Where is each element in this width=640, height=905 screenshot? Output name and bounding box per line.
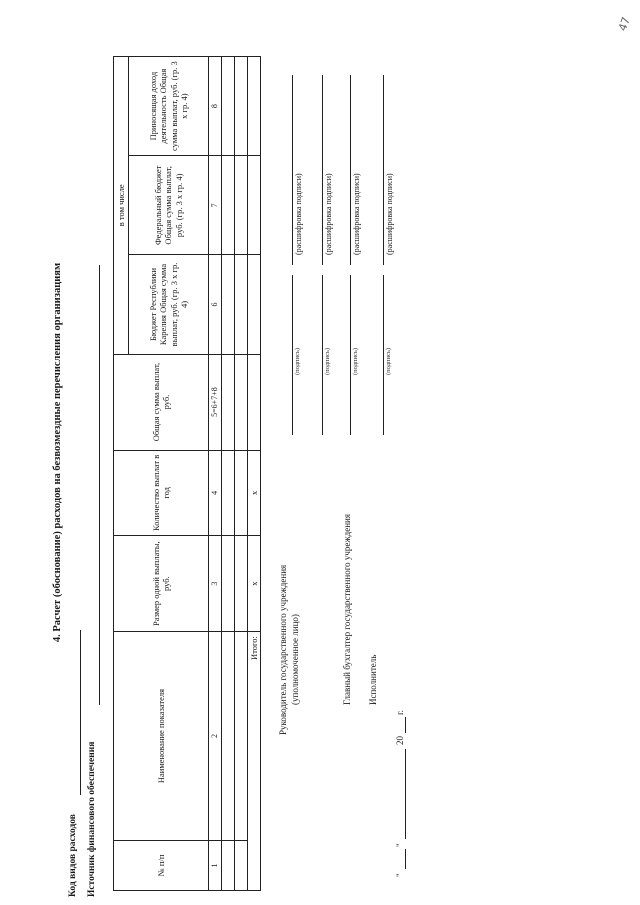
col-header-income-activity: Приносящая доход деятельность Общая сумма выплат, руб. (гр. 3 х гр. 4) (129, 57, 209, 156)
table-cell[interactable] (221, 57, 234, 156)
signature-hint: (подпись) (385, 348, 392, 375)
column-number: 8 (209, 57, 222, 156)
table-cell[interactable] (234, 156, 247, 255)
executor-label: Исполнитель (368, 654, 378, 705)
total-row (247, 57, 260, 891)
extra-decode-field[interactable] (350, 75, 351, 265)
accountant-decode-field[interactable] (322, 75, 323, 265)
expenses-table (113, 56, 261, 891)
expense-code-field[interactable] (80, 630, 81, 795)
col-header-payment-count: Количество выплат в год (114, 450, 209, 536)
extra-signature-field[interactable] (350, 275, 351, 435)
head-decode-field[interactable] (292, 75, 293, 265)
table-cell[interactable] (234, 255, 247, 354)
total-na-mark: х (247, 536, 260, 632)
date-year-field[interactable] (405, 717, 406, 733)
col-header-republic-budget: Бюджет Республики Карелия Общая сумма выплат, руб. (гр. 3 х гр. 4) (129, 255, 209, 354)
date-day-field[interactable] (405, 849, 406, 869)
executor-signature-field[interactable] (383, 275, 384, 435)
total-cell[interactable] (247, 255, 260, 354)
column-number: 6 (209, 255, 222, 354)
decode-hint: (расшифровка подписи) (385, 173, 394, 255)
table-cell[interactable] (234, 632, 247, 841)
signature-hint: (подпись) (352, 348, 359, 375)
decode-hint: (расшифровка подписи) (324, 173, 333, 255)
table-cell[interactable] (221, 840, 234, 890)
table-cell[interactable] (221, 156, 234, 255)
column-number: 3 (209, 536, 222, 632)
table-cell[interactable] (234, 536, 247, 632)
col-header-federal-budget: Федеральный бюджет Общая сумма выплат, руб. (гр. 3 х гр. 4) (129, 156, 209, 255)
column-number: 4 (209, 450, 222, 536)
table-header-row (114, 57, 129, 891)
total-na-mark: х (247, 450, 260, 536)
signature-hint: (подпись) (324, 348, 331, 375)
col-header-including: в том числе (114, 57, 129, 355)
chief-accountant-label: Главный бухгалтер государственного учреждения (342, 514, 352, 705)
col-header-payment-size: Размер одной выплаты, руб. (114, 536, 209, 632)
head-signature-field[interactable] (292, 275, 293, 435)
executor-decode-field[interactable] (383, 75, 384, 265)
total-cell[interactable] (247, 57, 260, 156)
table-cell[interactable] (234, 57, 247, 156)
head-signatory-sublabel: (уполномоченное лицо) (290, 614, 300, 705)
date-year-suffix: г. (395, 710, 405, 715)
page-title: 4. Расчет (обоснование) расходов на безвозмездные перечисления организациям (52, 262, 63, 643)
table-cell[interactable] (221, 536, 234, 632)
total-cell[interactable] (247, 156, 260, 255)
table-cell[interactable] (221, 255, 234, 354)
date-quote-open: " (395, 873, 405, 877)
page-number-mark: 47 (615, 15, 634, 33)
column-number: 2 (209, 632, 222, 841)
head-signatory-label: Руководитель государственного учреждения (278, 564, 288, 735)
table-cell[interactable] (234, 840, 247, 890)
col-header-number: № п/п (114, 840, 209, 890)
column-number: 7 (209, 156, 222, 255)
date-quote-close: " (395, 843, 405, 847)
table-cell[interactable] (234, 354, 247, 450)
table-cell[interactable] (221, 632, 234, 841)
column-number: 5=6+7+8 (209, 354, 222, 450)
col-header-indicator: Наименование показателя (114, 632, 209, 841)
table-row[interactable] (234, 57, 247, 891)
table-row[interactable] (221, 57, 234, 891)
decode-hint: (расшифровка подписи) (294, 173, 303, 255)
column-number: 1 (209, 840, 222, 890)
total-label: Итого: (247, 632, 260, 891)
total-cell[interactable] (247, 354, 260, 450)
date-year-prefix: 20 (395, 736, 405, 745)
table-cell[interactable] (221, 450, 234, 536)
funding-source-field[interactable] (99, 265, 100, 705)
col-header-total-sum: Общая сумма выплат, руб. (114, 354, 209, 450)
accountant-signature-field[interactable] (322, 275, 323, 435)
decode-hint: (расшифровка подписи) (352, 173, 361, 255)
column-number-row (209, 57, 222, 891)
table-cell[interactable] (234, 450, 247, 536)
table-cell[interactable] (221, 354, 234, 450)
date-month-field[interactable] (405, 749, 406, 839)
funding-source-label: Источник финансового обеспечения (87, 741, 97, 897)
expense-code-label: Код видов расходов (68, 814, 78, 897)
signature-hint: (подпись) (294, 348, 301, 375)
